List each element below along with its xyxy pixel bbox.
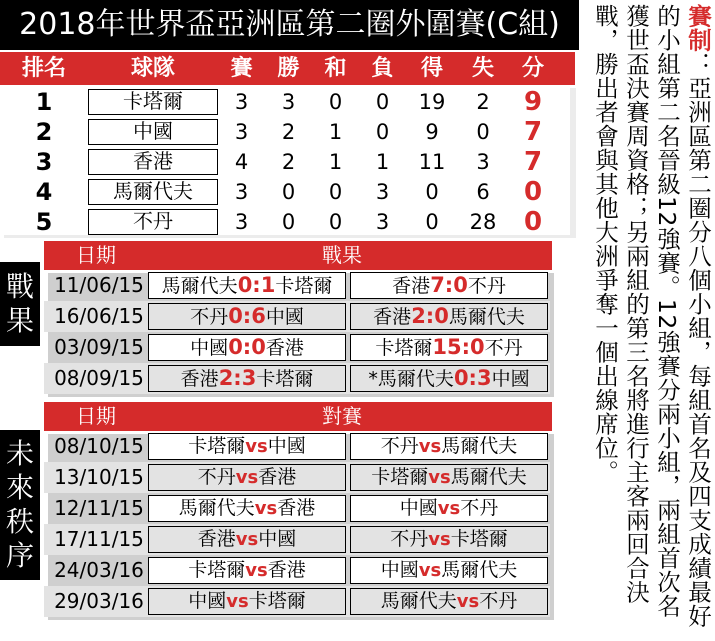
note-label: 賽制 [684, 4, 712, 52]
header-drawn: 和 [324, 56, 347, 81]
cell-won: 2 [281, 150, 296, 174]
home-team: 中國 [190, 337, 229, 359]
match-result [350, 303, 548, 330]
results-header-date: 日期 [76, 243, 116, 267]
cell-drawn: 0 [328, 180, 343, 204]
cell-goals-for: 9 [425, 120, 439, 144]
away-team: 馬爾代夫 [441, 435, 518, 457]
match-result [148, 365, 346, 392]
home-team: 中國 [188, 590, 227, 612]
fixture-date: 29/03/16 [54, 589, 144, 613]
cell-won: 3 [281, 90, 296, 114]
cell-points: 7 [523, 117, 543, 147]
away-team: 不丹 [467, 275, 506, 297]
away-team: 中國 [265, 306, 304, 328]
home-team: 馬爾代夫 [377, 368, 454, 390]
side-char: 戰 [5, 270, 34, 303]
home-team: 香港 [373, 306, 412, 328]
fixture-date: 08/10/15 [54, 434, 144, 458]
home-team: 卡塔爾 [375, 337, 433, 359]
result-row [44, 301, 550, 332]
cell-drawn: 1 [328, 120, 343, 144]
away-team: 香港 [277, 497, 316, 519]
cell-rank: 2 [35, 118, 53, 146]
match-score: 7:0 [430, 273, 468, 297]
standings-row [0, 118, 570, 147]
match-result [350, 272, 548, 299]
fixture-match [148, 464, 346, 491]
header-goals-against: 失 [471, 56, 494, 81]
fixtures-header-date: 日期 [76, 404, 116, 428]
fixture-date: 17/11/15 [54, 527, 144, 551]
cell-played: 3 [234, 210, 249, 234]
home-team: 不丹 [190, 306, 229, 328]
home-team: 不丹 [390, 528, 429, 550]
versus-label: vs [456, 591, 480, 612]
cell-points: 7 [523, 147, 543, 177]
away-team: 卡塔爾 [275, 275, 333, 297]
versus-label: vs [235, 467, 259, 488]
away-team: 卡塔爾 [256, 368, 314, 390]
home-team: 馬爾代夫 [161, 275, 238, 297]
match-score: 0:3 [453, 366, 492, 390]
match-date: 11/06/15 [54, 273, 144, 297]
cell-rank: 4 [35, 178, 53, 206]
fixture-match [148, 526, 346, 553]
versus-label: vs [226, 591, 249, 612]
cell-played: 3 [234, 180, 249, 204]
standings-row [0, 178, 570, 207]
cell-goals-for: 0 [425, 180, 439, 204]
away-team: 中國 [491, 368, 530, 390]
match-score: 0:6 [228, 304, 266, 328]
match-date: 08/09/15 [54, 366, 144, 390]
away-team: 不丹 [460, 497, 499, 519]
away-team: 香港 [258, 466, 297, 488]
cell-team: 中國 [88, 119, 218, 145]
cell-rank: 1 [35, 88, 53, 116]
away-team: 不丹 [484, 337, 523, 359]
fixture-match [350, 433, 548, 460]
fixture-date: 12/11/15 [54, 496, 144, 520]
home-team: 不丹 [197, 466, 236, 488]
cell-drawn: 0 [328, 210, 343, 234]
away-team: 卡塔爾 [248, 590, 306, 612]
cell-drawn: 0 [328, 90, 343, 114]
cell-goals-for: 19 [418, 90, 446, 114]
versus-label: vs [254, 498, 278, 519]
result-row [44, 363, 550, 394]
fixture-row [44, 555, 550, 586]
versus-label: vs [428, 467, 451, 488]
cell-won: 0 [281, 210, 296, 234]
side-char: 果 [5, 304, 34, 337]
header-team: 球隊 [130, 56, 175, 81]
cell-goals-against: 0 [476, 120, 490, 144]
fixture-match [350, 495, 548, 522]
match-score: 15:0 [432, 335, 485, 359]
header-lost: 負 [371, 56, 394, 81]
fixture-match [148, 557, 346, 584]
cell-points: 0 [523, 207, 543, 237]
fixture-match [148, 433, 346, 460]
match-result [148, 272, 346, 299]
cell-rank: 3 [35, 148, 53, 176]
versus-label: vs [235, 529, 259, 550]
cell-goals-against: 6 [476, 180, 490, 204]
match-note-marker: * [368, 368, 378, 390]
header-goals-for: 得 [420, 56, 443, 81]
home-team: 卡塔爾 [188, 559, 246, 581]
fixture-match [148, 588, 346, 615]
side-char: 未 [5, 437, 34, 470]
away-team: 馬爾代夫 [448, 306, 525, 328]
header-won: 勝 [277, 56, 300, 81]
away-team: 中國 [258, 528, 297, 550]
fixture-match [350, 526, 548, 553]
match-score: 0:0 [228, 335, 266, 359]
fixture-row [44, 586, 550, 617]
fixture-match [350, 464, 548, 491]
cell-team: 不丹 [88, 209, 218, 235]
side-char: 秩 [5, 505, 34, 538]
fixture-match [350, 588, 548, 615]
home-team: 香港 [197, 528, 236, 550]
cell-lost: 1 [375, 150, 390, 174]
cell-goals-for: 11 [418, 150, 446, 174]
side-char: 來 [5, 471, 34, 504]
cell-goals-against: 2 [476, 90, 490, 114]
match-result [148, 303, 346, 330]
home-team: 香港 [180, 368, 219, 390]
home-team: 不丹 [380, 435, 419, 457]
fixture-date: 13/10/15 [54, 465, 144, 489]
versus-label: vs [245, 560, 268, 581]
versus-label: vs [428, 529, 451, 550]
cell-lost: 0 [375, 120, 390, 144]
cell-played: 3 [234, 90, 249, 114]
standings-row [0, 148, 570, 177]
fixture-match [350, 557, 548, 584]
cell-goals-against: 3 [476, 150, 490, 174]
standings-row [0, 208, 570, 237]
home-team: 卡塔爾 [188, 435, 246, 457]
home-team: 馬爾代夫 [178, 497, 255, 519]
match-result [350, 334, 548, 361]
match-score: 2:3 [218, 366, 257, 390]
header-rank: 排名 [21, 56, 66, 81]
versus-label: vs [245, 436, 268, 457]
cell-won: 2 [281, 120, 296, 144]
cell-goals-against: 28 [469, 210, 497, 234]
match-result [350, 365, 548, 392]
match-date: 16/06/15 [54, 304, 144, 328]
away-team: 馬爾代夫 [441, 559, 518, 581]
fixture-row [44, 462, 550, 493]
cell-lost: 3 [375, 180, 390, 204]
cell-drawn: 1 [328, 150, 343, 174]
side-char: 序 [5, 539, 34, 572]
away-team: 卡塔爾 [450, 528, 508, 550]
match-score: 2:0 [411, 304, 449, 328]
result-row [44, 270, 550, 301]
match-date: 03/09/15 [54, 335, 144, 359]
cell-won: 0 [281, 180, 296, 204]
fixtures-header-matches: 對賽 [322, 404, 362, 428]
away-team: 中國 [267, 435, 306, 457]
results-side-label [0, 262, 40, 346]
fixture-match [148, 495, 346, 522]
cell-lost: 0 [375, 90, 390, 114]
home-team: 馬爾代夫 [380, 590, 457, 612]
away-team: 馬爾代夫 [450, 466, 527, 488]
fixture-row [44, 493, 550, 524]
cell-lost: 3 [375, 210, 390, 234]
cell-goals-for: 0 [425, 210, 439, 234]
standings-row [0, 88, 570, 117]
cell-points: 9 [523, 87, 543, 117]
home-team: 中國 [380, 559, 419, 581]
header-played: 賽 [230, 56, 253, 81]
match-result [148, 334, 346, 361]
versus-label: vs [437, 498, 461, 519]
cell-team: 香港 [88, 149, 218, 175]
away-team: 香港 [265, 337, 304, 359]
cell-played: 4 [234, 150, 249, 174]
cell-team: 卡塔爾 [88, 89, 218, 115]
away-team: 香港 [267, 559, 306, 581]
home-team: 卡塔爾 [371, 466, 429, 488]
header-points: 分 [521, 56, 544, 81]
fixtures-side-label [0, 430, 40, 580]
fixture-row [44, 431, 550, 462]
versus-label: vs [418, 436, 442, 457]
result-row [44, 332, 550, 363]
cell-played: 3 [234, 120, 249, 144]
page-title: 2018年世界盃亞洲區第二圈外圍賽(C組) [0, 0, 579, 50]
fixtures-header [44, 402, 552, 431]
away-team: 不丹 [479, 590, 518, 612]
results-header-matches: 戰果 [322, 243, 362, 267]
results-header [44, 241, 552, 270]
home-team: 中國 [399, 497, 438, 519]
match-score: 0:1 [237, 273, 276, 297]
note-text: ：亞洲區第二圈分八個小組，每組首名及四支成績最好的小組第二名晉級12強賽。12強賽分兩小組，兩組首次名獲世盃決賽周資格；另兩組的第三名將進行主客兩回合決戰，勝出者會與其他大洲爭奪一個出線席位。 [591, 4, 712, 628]
cell-points: 0 [523, 177, 543, 207]
competition-format-note [589, 4, 713, 640]
cell-team: 馬爾代夫 [88, 179, 218, 205]
cell-rank: 5 [35, 208, 53, 236]
standings-header [0, 52, 575, 85]
home-team: 香港 [392, 275, 431, 297]
fixture-row [44, 524, 550, 555]
versus-label: vs [418, 560, 442, 581]
fixture-date: 24/03/16 [54, 558, 144, 582]
